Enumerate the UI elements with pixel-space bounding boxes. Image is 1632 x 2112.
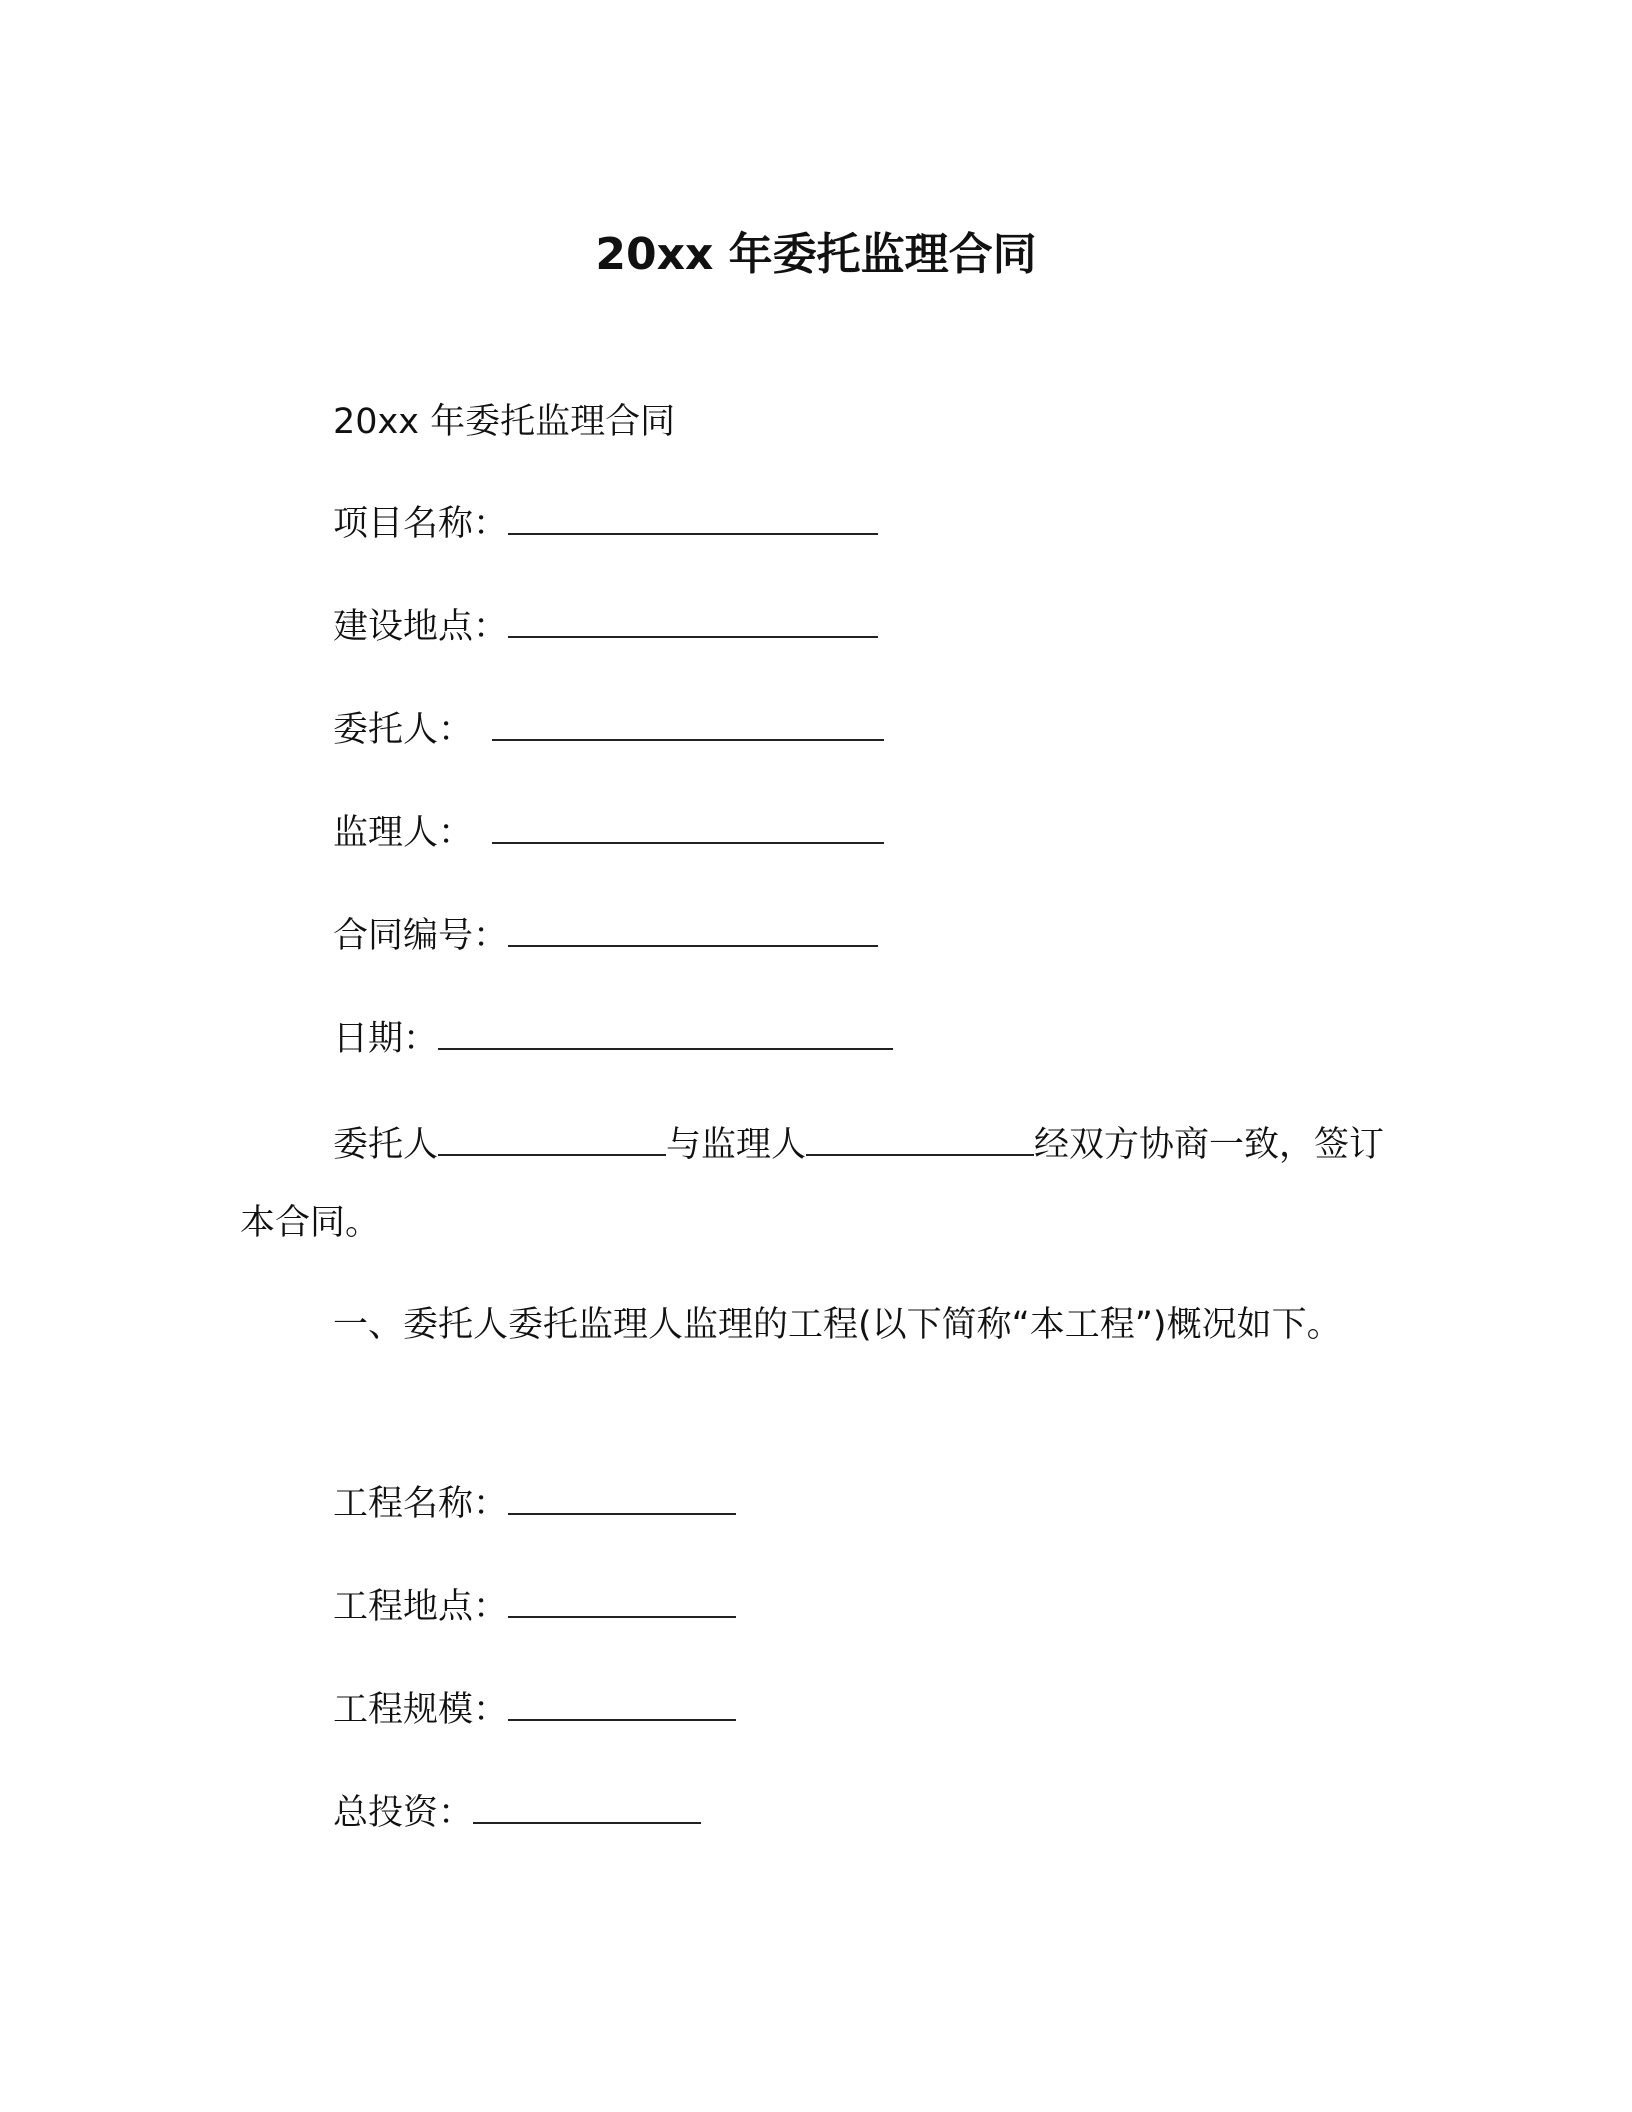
field-label: 工程地点： [333, 1587, 509, 1627]
field-client [333, 708, 884, 752]
field-label: 工程规模： [333, 1690, 509, 1730]
blank-line [806, 1126, 1034, 1156]
intro-paragraph [240, 1106, 1400, 1262]
field-label: 监理人： [333, 813, 485, 853]
blank-line [438, 1126, 666, 1156]
blank-line [508, 1689, 736, 1721]
field-label: 合同编号： [333, 916, 509, 956]
blank-line [508, 1586, 736, 1618]
blank-line [508, 915, 878, 947]
field-label: 建设地点： [333, 607, 509, 647]
field-construction-site [333, 605, 878, 649]
field-supervisor [333, 811, 884, 855]
blank-line [508, 503, 878, 535]
blank-line [492, 812, 884, 844]
field-project-location [333, 1585, 736, 1629]
section-1-paragraph: 一、委托人委托监理人监理的工程(以下简称“本工程”)概况如下。 [333, 1305, 1342, 1345]
field-date [333, 1017, 893, 1061]
field-project-scale [333, 1688, 736, 1732]
document-title: 20xx 年委托监理合同 [595, 229, 1037, 280]
intro-part-supervisor: 与监理人 [666, 1125, 807, 1165]
field-total-investment [333, 1791, 701, 1835]
blank-line [508, 1483, 736, 1515]
intro-part-agreement: 经双方协商一致，签订本合同。 [240, 1125, 1385, 1243]
intro-part-client: 委托人 [333, 1125, 439, 1165]
blank-line [473, 1792, 701, 1824]
field-project-name [333, 502, 878, 546]
blank-line [508, 606, 878, 638]
blank-line [438, 1018, 893, 1050]
field-label: 日期： [333, 1019, 439, 1059]
document-subtitle: 20xx 年委托监理合同 [333, 402, 676, 442]
field-label: 工程名称： [333, 1484, 509, 1524]
blank-line [492, 709, 884, 741]
field-label: 委托人： [333, 710, 485, 750]
field-label: 项目名称： [333, 504, 509, 544]
field-contract-number [333, 914, 878, 958]
field-project-title [333, 1482, 736, 1526]
field-label: 总投资： [333, 1793, 474, 1833]
